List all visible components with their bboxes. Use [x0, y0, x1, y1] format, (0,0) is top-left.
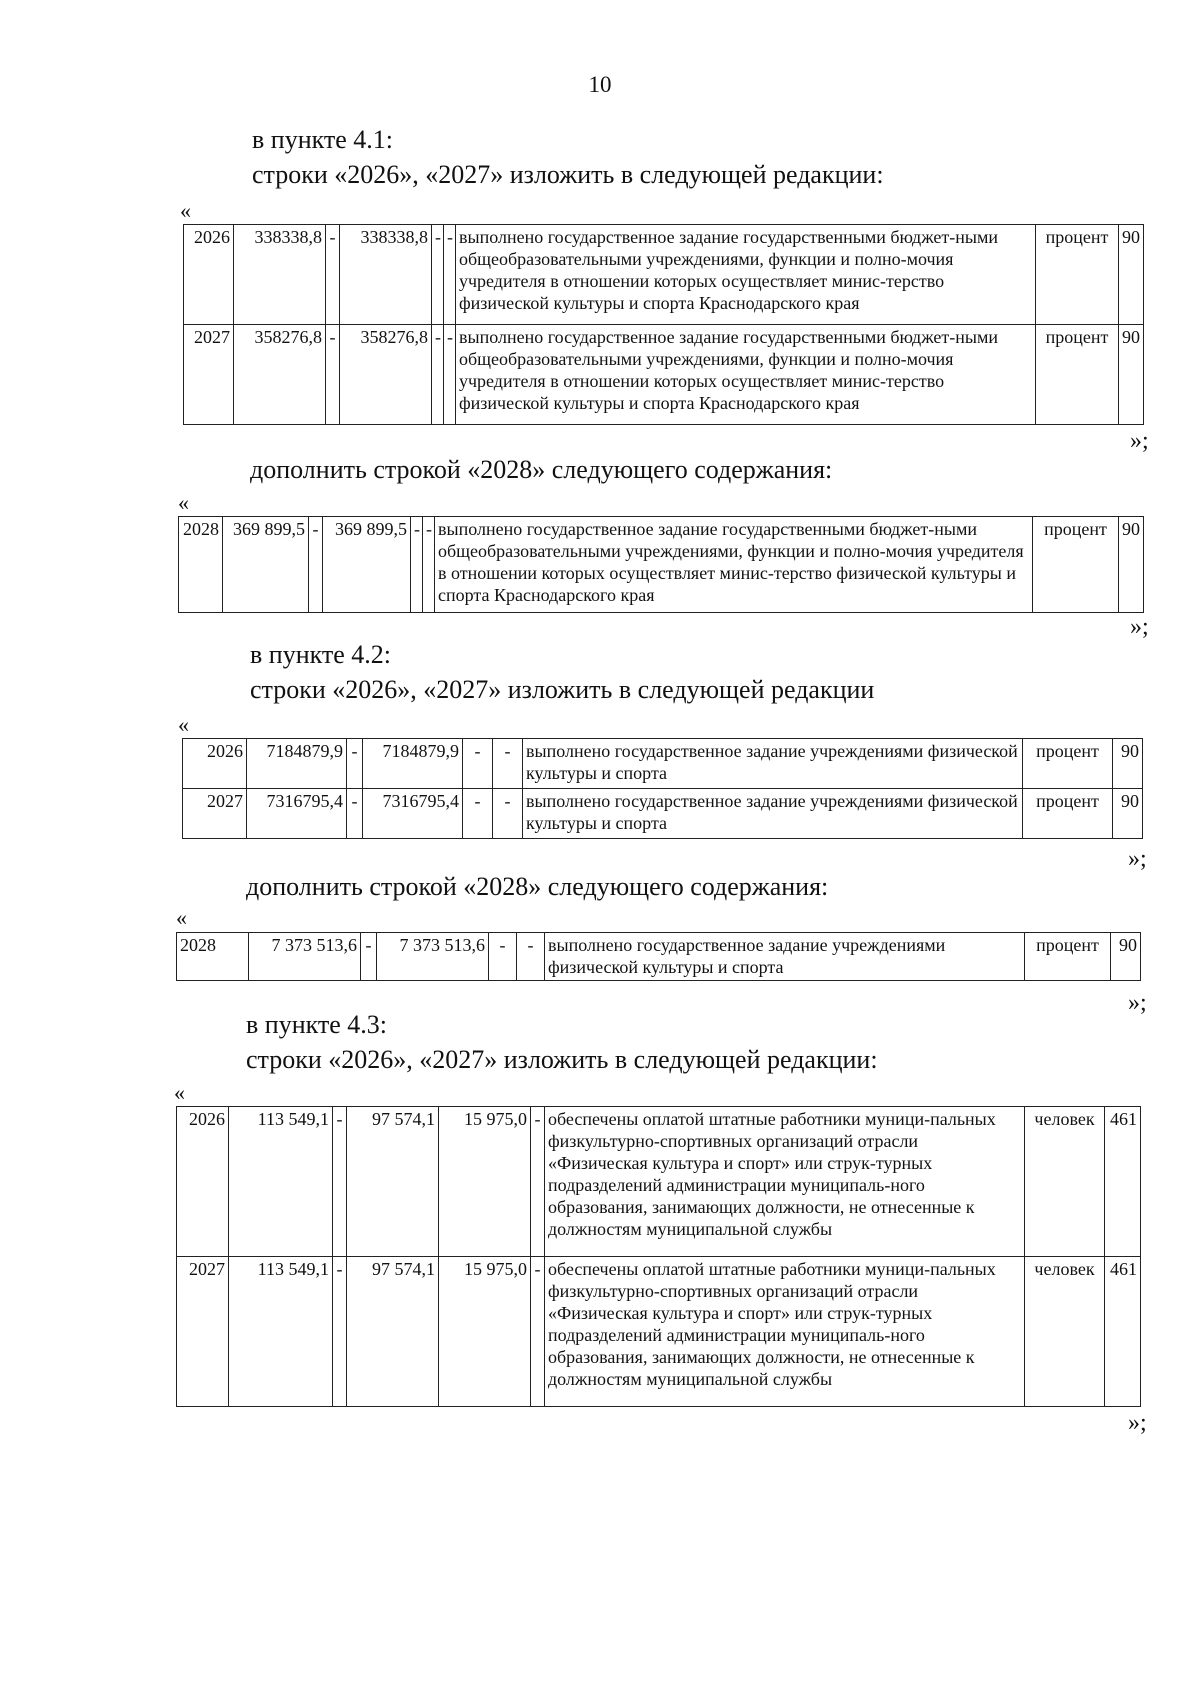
- value-cell: -: [361, 933, 377, 981]
- value-cell: -: [347, 739, 363, 789]
- value-cell: -: [326, 325, 340, 425]
- year-cell: 2027: [183, 789, 247, 839]
- indicator-cell: 90: [1119, 325, 1144, 425]
- value-cell: 97 574,1: [347, 1107, 439, 1257]
- section-heading: дополнить строкой «2028» следующего содержания:: [246, 872, 829, 901]
- value-cell: -: [493, 739, 523, 789]
- unit-cell: человек: [1025, 1257, 1105, 1407]
- value-cell: 97 574,1: [347, 1257, 439, 1407]
- year-cell: 2028: [177, 933, 249, 981]
- unit-cell: процент: [1025, 933, 1111, 981]
- value-cell: -: [333, 1257, 347, 1407]
- year-cell: 2026: [177, 1107, 229, 1257]
- section-heading: в пункте 4.1:: [252, 125, 394, 154]
- description-cell: выполнено государственное задание государственными бюджет-ными общеобразовательными учреждениями, функции и полно-мочия учредителя в отношении которых осуществляет минис-терство физической культуры и спорта Краснодарского края: [456, 325, 1036, 425]
- value-cell: -: [463, 789, 493, 839]
- close-quote: »;: [1128, 990, 1147, 1016]
- total-cell: 113 549,1: [229, 1107, 333, 1257]
- amendment-table: [182, 738, 1143, 839]
- table-row: [177, 1257, 1141, 1407]
- description-cell: выполнено государственное задание учреждениями физической культуры и спорта: [545, 933, 1025, 981]
- value-cell: -: [347, 789, 363, 839]
- amendment-table: [176, 932, 1141, 981]
- indicator-cell: 461: [1105, 1257, 1141, 1407]
- table-row: [179, 517, 1144, 613]
- open-quote: «: [176, 905, 187, 930]
- close-quote: »;: [1130, 428, 1149, 454]
- value-cell: -: [432, 325, 444, 425]
- table-row: [177, 933, 1141, 981]
- value-cell: -: [493, 789, 523, 839]
- indicator-cell: 90: [1119, 517, 1144, 613]
- value-cell: -: [333, 1107, 347, 1257]
- total-cell: 369 899,5: [223, 517, 309, 613]
- unit-cell: процент: [1023, 789, 1113, 839]
- section-subheading: строки «2026», «2027» изложить в следующей редакции:: [252, 160, 884, 189]
- open-quote: «: [174, 1080, 185, 1105]
- year-cell: 2027: [184, 325, 234, 425]
- indicator-cell: 90: [1113, 739, 1143, 789]
- year-cell: 2027: [177, 1257, 229, 1407]
- open-quote: «: [180, 198, 191, 223]
- description-cell: выполнено государственное задание учреждениями физической культуры и спорта: [523, 789, 1023, 839]
- page-number: 10: [588, 72, 612, 97]
- value-cell: -: [411, 517, 423, 613]
- description-cell: обеспечены оплатой штатные работники муници-пальных физкультурно-спортивных организаций отрасли «Физическая культура и спорт» или струк-турных подразделений администрации муниципаль-ного образования, занимающих должности, не отнесенные к должностям муниципальной службы: [545, 1257, 1025, 1407]
- indicator-cell: 90: [1111, 933, 1141, 981]
- value-cell: -: [423, 517, 435, 613]
- total-cell: 338338,8: [234, 225, 326, 325]
- section-heading: в пункте 4.2:: [250, 640, 392, 669]
- description-cell: выполнено государственное задание государственными бюджет-ными общеобразовательными учреждениями, функции и полно-мочия учредителя в отношении которых осуществляет минис-терство физической культуры и спорта Краснодарского края: [435, 517, 1033, 613]
- close-quote: »;: [1130, 614, 1149, 640]
- value-cell: 7184879,9: [363, 739, 463, 789]
- value-cell: -: [444, 325, 456, 425]
- value-cell: 7316795,4: [363, 789, 463, 839]
- section-heading: дополнить строкой «2028» следующего содержания:: [250, 455, 833, 484]
- open-quote: «: [178, 490, 189, 515]
- description-cell: выполнено государственное задание учреждениями физической культуры и спорта: [523, 739, 1023, 789]
- value-cell: 338338,8: [340, 225, 432, 325]
- table-row: [183, 789, 1143, 839]
- unit-cell: процент: [1036, 325, 1119, 425]
- value-cell: -: [463, 739, 493, 789]
- description-cell: обеспечены оплатой штатные работники муници-пальных физкультурно-спортивных организаций отрасли «Физическая культура и спорт» или струк-турных подразделений администрации муниципаль-ного образования, занимающих должности, не отнесенные к должностям муниципальной службы: [545, 1107, 1025, 1257]
- table-row: [184, 325, 1144, 425]
- section-heading: в пункте 4.3:: [246, 1010, 388, 1039]
- value-cell: 358276,8: [340, 325, 432, 425]
- value-cell: 15 975,0: [439, 1257, 531, 1407]
- table-row: [184, 225, 1144, 325]
- total-cell: 113 549,1: [229, 1257, 333, 1407]
- value-cell: 7 373 513,6: [377, 933, 489, 981]
- value-cell: 15 975,0: [439, 1107, 531, 1257]
- description-cell: выполнено государственное задание государственными бюджет-ными общеобразовательными учреждениями, функции и полно-мочия учредителя в отношении которых осуществляет минис-терство физической культуры и спорта Краснодарского края: [456, 225, 1036, 325]
- section-subheading: строки «2026», «2027» изложить в следующей редакции:: [246, 1045, 878, 1074]
- amendment-table: [176, 1106, 1141, 1407]
- table-row: [177, 1107, 1141, 1257]
- value-cell: -: [309, 517, 323, 613]
- total-cell: 358276,8: [234, 325, 326, 425]
- value-cell: 369 899,5: [323, 517, 411, 613]
- total-cell: 7184879,9: [247, 739, 347, 789]
- value-cell: -: [517, 933, 545, 981]
- close-quote: »;: [1128, 846, 1147, 872]
- section-subheading: строки «2026», «2027» изложить в следующей редакции: [250, 675, 875, 704]
- total-cell: 7316795,4: [247, 789, 347, 839]
- year-cell: 2028: [179, 517, 223, 613]
- indicator-cell: 90: [1113, 789, 1143, 839]
- value-cell: -: [489, 933, 517, 981]
- indicator-cell: 90: [1119, 225, 1144, 325]
- close-quote: »;: [1128, 1410, 1147, 1436]
- unit-cell: процент: [1036, 225, 1119, 325]
- value-cell: -: [531, 1257, 545, 1407]
- open-quote: «: [178, 712, 189, 737]
- year-cell: 2026: [183, 739, 247, 789]
- table-row: [183, 739, 1143, 789]
- value-cell: -: [531, 1107, 545, 1257]
- value-cell: -: [432, 225, 444, 325]
- year-cell: 2026: [184, 225, 234, 325]
- amendment-table: [183, 224, 1144, 425]
- value-cell: -: [326, 225, 340, 325]
- value-cell: -: [444, 225, 456, 325]
- amendment-table: [178, 516, 1144, 613]
- indicator-cell: 461: [1105, 1107, 1141, 1257]
- total-cell: 7 373 513,6: [249, 933, 361, 981]
- unit-cell: процент: [1033, 517, 1119, 613]
- unit-cell: процент: [1023, 739, 1113, 789]
- unit-cell: человек: [1025, 1107, 1105, 1257]
